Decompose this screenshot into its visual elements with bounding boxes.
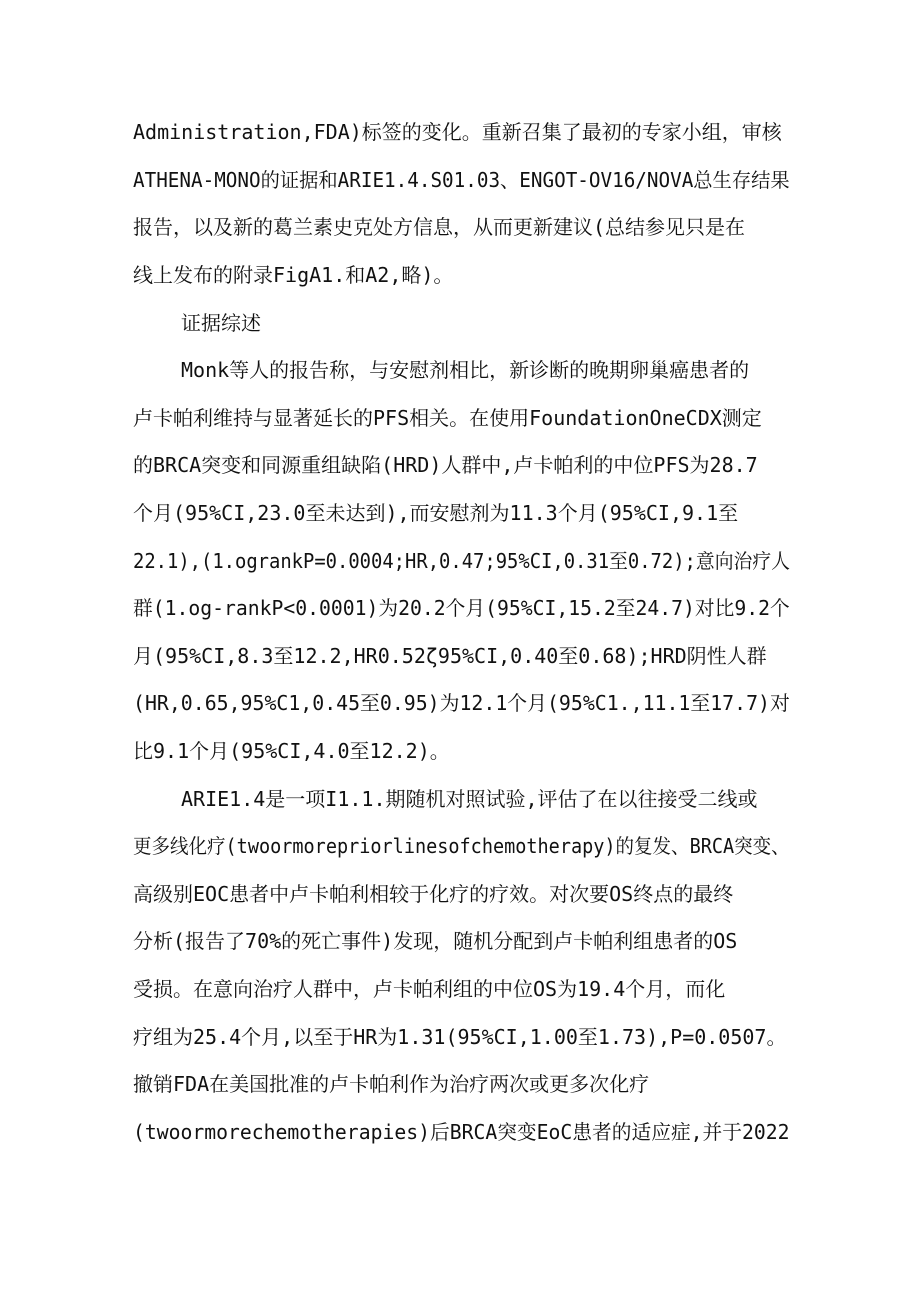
text-line-9: 个月(95%CI,23.0至未达到),而安慰剂为11.3个月(95%CI,9.1至 [133, 501, 739, 525]
text-line-8: 的BRCA突变和同源重组缺陷(HRD)人群中,卢卡帕利的中位PFS为28.7 [133, 453, 758, 477]
text-line-15: ARIE1.4是一项I1.1.期随机对照试验,评估了在以往接受二线或 [181, 787, 758, 811]
text-line-2: ATHENA-MONO的证据和ARIE1.4.S01.03、ENGOT-OV16/NOVA总生存结果 [133, 168, 790, 192]
text-line-4: 线上发布的附录FigA1.和A2,略)。 [133, 263, 454, 287]
text-line-1: Administration,FDA)标签的变化。重新召集了最初的专家小组，审核 [133, 120, 782, 144]
text-line-18: 分析(报告了70%的死亡事件)发现，随机分配到卢卡帕利组患者的OS [133, 929, 738, 953]
text-line-7: 卢卡帕利维持与显著延长的PFS相关。在使用FoundationOneCDX测定 [133, 406, 762, 430]
text-line-17: 高级别EOC患者中卢卡帕利相较于化疗的疗效。对次要OS终点的最终 [133, 882, 734, 906]
text-line-12: 月(95%CI,8.3至12.2,HR0.52ζ95%CI,0.40至0.68);HRD阴性人群 [133, 644, 767, 668]
text-line-14: 比9.1个月(95%CI,4.0至12.2)。 [133, 739, 450, 763]
section-heading: 证据综述 [181, 311, 261, 335]
text-line-22: (twoormorechemotherapies)后BRCA突变EoC患者的适应症,并于2022 [133, 1120, 790, 1144]
text-line-21: 撤销FDA在美国批准的卢卡帕利作为治疗两次或更多次化疗 [133, 1072, 650, 1096]
text-line-19: 受损。在意向治疗人群中，卢卡帕利组的中位OS为19.4个月，而化 [133, 977, 726, 1001]
text-line-3: 报告，以及新的葛兰素史克处方信息，从而更新建议(总结参见只是在 [133, 215, 746, 239]
text-line-13: (HR,0.65,95%C1,0.45至0.95)为12.1个月(95%C1.,11.1至17.7)对 [133, 691, 790, 715]
text-line-10: 22.1),(1.ogrankP=0.0004;HR,0.47;95%CI,0.31至0.72);意向治疗人 [133, 549, 790, 573]
text-line-11: 群(1.og-rankP<0.0001)为20.2个月(95%CI,15.2至24.7)对比9.2个 [133, 596, 790, 620]
text-line-20: 疗组为25.4个月,以至于HR为1.31(95%CI,1.00至1.73),P=0.0507。 [133, 1025, 787, 1049]
text-line-16: 更多线化疗(twoormorepriorlinesofchemotherapy)的复发、BRCA突变、 [133, 834, 790, 858]
text-line-6: Monk等人的报告称，与安慰剂相比，新诊断的晚期卵巢癌患者的 [181, 358, 750, 382]
